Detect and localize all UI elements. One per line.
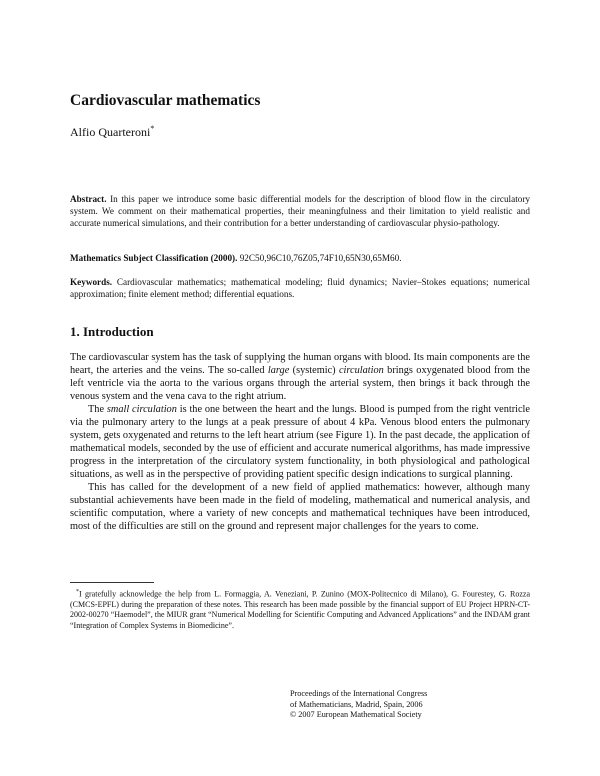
p1-text-a: The cardiovascular system has the task of supplying the human organs with blood. Its main components are the heart, the arteries and the veins. The so-called [70,352,530,376]
paragraph-3: This has called for the development of a new field of applied mathematics: however, although many substantial achievements have been made in the field of modeling, mathematical and numerical analysis, and scientific computation, where a variety of new concepts and mathematical techniques have been introduced, most of the difficulties are still on the ground and represent major challenges for the years to come. [70,482,530,532]
p1-italic-large: large [267,365,290,376]
p1-text-e: brings oxygenated blood from the left ventricle via the aorta to the various organs through the arterial system, then brings it back through the venous system and the vena cava to the right atrium. [70,365,530,402]
section-body [70,351,530,533]
msc-codes: 92C50,96C10,76Z05,74F10,65N30,65M60. [237,253,402,263]
abstract [70,193,530,230]
proceedings-line-1: Proceedings of the International Congress [290,689,428,698]
proceedings-line-2: of Mathematicians, Madrid, Spain, 2006 [290,699,423,709]
footnote [70,587,530,631]
abstract-text: In this paper we introduce some basic differential models for the description of blood flow in the circulatory system. We comment on their mathematical properties, their meaningfulness and their limitation to yield realistic and accurate numerical simulations, and their contribution for a better understanding of cardiovascular physio-pathology. [70,194,530,229]
proceedings-info [290,689,530,721]
p1-italic-circulation: circulation [338,365,384,376]
p2-text-c: is the one between the heart and the lungs. Blood is pumped from the right ventricle via the pulmonary artery to the lungs at a peak pressure of about 4 kPa. Venous blood enters the pulmonary system, gets oxygenated and returns to the left heart atrium (see Figure 1). In the past decade, the application of mathematical models, seconded by the use of efficient and accurate numerical algorithms, has made impressive progress in the interpretation of the circulatory system functionality, in both physiological and pathological situations, as well as in the perspective of providing patient specific design indications to surgical planning. [70,404,530,480]
keywords-text: Cardiovascular mathematics; mathematical modeling; fluid dynamics; Navier–Stokes equations; numerical approximation; finite element method; differential equations. [70,277,530,300]
paper-title: Cardiovascular mathematics [70,92,261,109]
footnote-mark: * [76,589,79,595]
p1-text-c: (systemic) [289,365,339,376]
author-line [70,124,154,140]
msc-label: Mathematics Subject Classification (2000). [70,253,238,263]
msc-classification [70,252,530,264]
section-heading: 1. Introduction [70,324,154,339]
keywords [70,276,530,300]
author-name: Alfio Quarteroni [70,125,151,139]
p2-italic-small-circulation: small circulation [106,404,177,415]
paragraph-2 [70,403,530,481]
footnote-rule [70,582,154,583]
paragraph-1 [70,351,530,403]
footnote-text: I gratefully acknowledge the help from L. Formaggia, A. Veneziani, P. Zunino (MOX-Politecnico di Milano), G. Fourestey, G. Rozza (CMCS-EPFL) during the preparation of these notes. This research has been made possible by the financial support of EU Project HPRN-CT-2002-00270 “Haemodel”, the MIUR grant “Numerical Modelling for Scientific Computing and Advanced Applications” and the INDAM grant “Integration of Complex Systems in Biomedicine”. [70,589,530,630]
keywords-label: Keywords. [70,277,113,287]
copyright-line: © 2007 European Mathematical Society [290,710,422,719]
author-footnote-mark: * [150,124,155,133]
abstract-label: Abstract. [70,194,107,204]
p2-text-a: The [88,404,107,415]
